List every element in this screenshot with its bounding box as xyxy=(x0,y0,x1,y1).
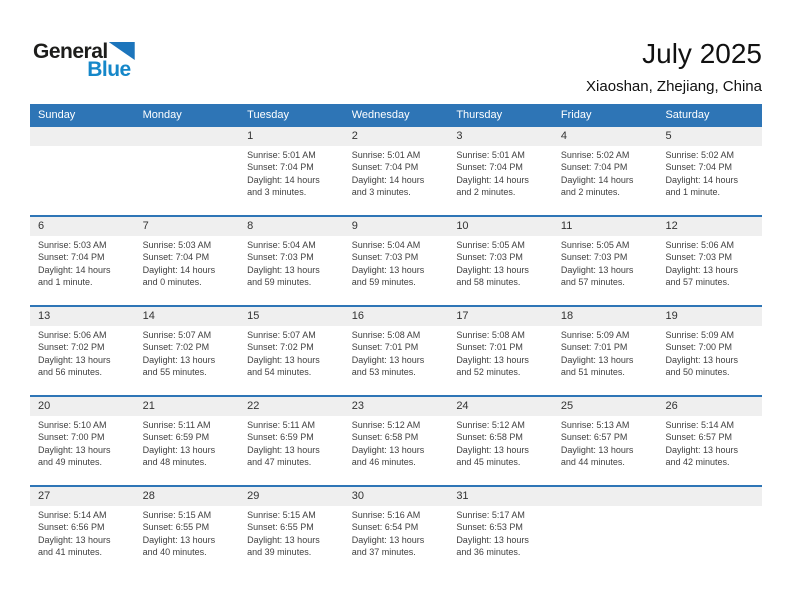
daylight-text-line1: Daylight: 13 hours xyxy=(456,444,529,455)
daylight-text-line1: Daylight: 13 hours xyxy=(247,444,320,455)
daylight-text-line1: Daylight: 13 hours xyxy=(351,264,425,275)
sunset-text: Sunset: 7:00 PM xyxy=(38,432,105,443)
day-number: 21 xyxy=(135,397,240,416)
sunset-text: Sunset: 7:01 PM xyxy=(560,342,628,353)
daylight-text-line2: and 53 minutes. xyxy=(351,366,416,377)
day-number: 14 xyxy=(135,307,240,326)
day-number: 6 xyxy=(30,217,135,236)
week-row xyxy=(30,215,762,305)
daylight-text-line2: and 58 minutes. xyxy=(456,276,521,287)
sunset-text: Sunset: 7:04 PM xyxy=(247,162,314,173)
day-info xyxy=(553,326,658,378)
daylight-text-line1: Daylight: 13 hours xyxy=(456,534,529,545)
day-cell xyxy=(344,487,449,575)
day-info xyxy=(135,146,240,149)
sunset-text: Sunset: 6:55 PM xyxy=(247,522,314,533)
sunrise-text: Sunrise: 5:17 AM xyxy=(456,510,525,520)
sunset-text: Sunset: 7:04 PM xyxy=(142,252,210,263)
day-cell xyxy=(448,307,553,395)
day-info xyxy=(30,236,135,288)
general-blue-logo xyxy=(33,40,135,82)
day-info xyxy=(553,416,658,468)
day-number: 20 xyxy=(30,397,135,416)
sunset-text: Sunset: 7:01 PM xyxy=(456,342,523,353)
daylight-text-line1: Daylight: 14 hours xyxy=(38,264,111,275)
sunset-text: Sunset: 6:58 PM xyxy=(351,432,419,443)
day-number: 17 xyxy=(448,307,553,326)
daylight-text-line2: and 59 minutes. xyxy=(247,276,312,287)
week-row xyxy=(30,395,762,485)
sunrise-text: Sunrise: 5:08 AM xyxy=(351,330,421,340)
daylight-text-line2: and 49 minutes. xyxy=(38,456,103,467)
daylight-text-line1: Daylight: 13 hours xyxy=(665,354,739,365)
daylight-text-line1: Daylight: 13 hours xyxy=(456,354,529,365)
daylight-text-line1: Daylight: 13 hours xyxy=(456,264,529,275)
daylight-text-line2: and 36 minutes. xyxy=(456,546,521,557)
daylight-text-line1: Daylight: 13 hours xyxy=(351,354,425,365)
daylight-text-line1: Daylight: 13 hours xyxy=(247,534,320,545)
day-cell xyxy=(239,397,344,485)
sunset-text: Sunset: 7:02 PM xyxy=(38,342,105,353)
daylight-text-line1: Daylight: 13 hours xyxy=(38,534,111,545)
weekday-header-saturday: Saturday xyxy=(665,108,710,121)
daylight-text-line2: and 1 minute. xyxy=(665,186,721,197)
sunset-text: Sunset: 7:02 PM xyxy=(247,342,314,353)
sunrise-text: Sunrise: 5:15 AM xyxy=(142,510,212,520)
daylight-text-line1: Daylight: 13 hours xyxy=(142,534,216,545)
day-cell xyxy=(344,397,449,485)
day-number: 25 xyxy=(553,397,658,416)
day-info xyxy=(448,236,553,288)
day-number: 22 xyxy=(239,397,344,416)
daylight-text-line1: Daylight: 13 hours xyxy=(351,534,425,545)
day-number: 29 xyxy=(239,487,344,506)
sunset-text: Sunset: 7:03 PM xyxy=(351,252,419,263)
sunrise-text: Sunrise: 5:03 AM xyxy=(142,240,212,250)
day-cell xyxy=(30,307,135,395)
daylight-text-line1: Daylight: 13 hours xyxy=(142,354,216,365)
daylight-text-line2: and 55 minutes. xyxy=(142,366,207,377)
day-info xyxy=(344,416,449,468)
daylight-text-line1: Daylight: 14 hours xyxy=(456,174,529,185)
sunset-text: Sunset: 7:01 PM xyxy=(351,342,419,353)
weekday-header-tuesday: Tuesday xyxy=(247,108,289,121)
day-number: 1 xyxy=(239,127,344,146)
day-number xyxy=(553,487,658,506)
daylight-text-line1: Daylight: 13 hours xyxy=(247,354,320,365)
daylight-text-line2: and 56 minutes. xyxy=(38,366,103,377)
empty-day-cell xyxy=(553,487,658,575)
day-number: 16 xyxy=(344,307,449,326)
day-number xyxy=(657,487,762,506)
daylight-text-line1: Daylight: 13 hours xyxy=(142,444,216,455)
daylight-text-line1: Daylight: 14 hours xyxy=(142,264,216,275)
empty-day-cell xyxy=(135,127,240,215)
sunrise-text: Sunrise: 5:08 AM xyxy=(456,330,525,340)
day-info xyxy=(344,326,449,378)
sunrise-text: Sunrise: 5:10 AM xyxy=(38,420,107,430)
daylight-text-line1: Daylight: 13 hours xyxy=(38,354,111,365)
sunset-text: Sunset: 6:54 PM xyxy=(351,522,419,533)
calendar-weeks xyxy=(30,125,762,575)
day-cell xyxy=(135,487,240,575)
day-number: 5 xyxy=(657,127,762,146)
calendar-table xyxy=(30,104,762,575)
daylight-text-line2: and 41 minutes. xyxy=(38,546,103,557)
day-info xyxy=(30,506,135,558)
sunset-text: Sunset: 6:58 PM xyxy=(456,432,523,443)
weekday-header-row xyxy=(30,104,762,125)
day-number: 10 xyxy=(448,217,553,236)
day-info xyxy=(30,146,135,149)
day-info xyxy=(448,326,553,378)
day-number: 19 xyxy=(657,307,762,326)
day-number: 31 xyxy=(448,487,553,506)
day-info xyxy=(135,416,240,468)
sunset-text: Sunset: 7:03 PM xyxy=(665,252,733,263)
sunrise-text: Sunrise: 5:06 AM xyxy=(665,240,735,250)
daylight-text-line2: and 2 minutes. xyxy=(560,186,620,197)
day-cell xyxy=(657,127,762,215)
daylight-text-line2: and 51 minutes. xyxy=(560,366,625,377)
daylight-text-line2: and 54 minutes. xyxy=(247,366,312,377)
day-info xyxy=(448,146,553,198)
daylight-text-line2: and 37 minutes. xyxy=(351,546,416,557)
day-number: 7 xyxy=(135,217,240,236)
sunset-text: Sunset: 7:02 PM xyxy=(142,342,210,353)
week-row xyxy=(30,125,762,215)
sunrise-text: Sunrise: 5:04 AM xyxy=(247,240,316,250)
day-number xyxy=(30,127,135,146)
sunrise-text: Sunrise: 5:03 AM xyxy=(38,240,107,250)
sunrise-text: Sunrise: 5:05 AM xyxy=(560,240,630,250)
day-info xyxy=(135,506,240,558)
location-subtitle: Xiaoshan, Zhejiang, China xyxy=(586,78,762,95)
day-info xyxy=(448,506,553,558)
day-info xyxy=(30,416,135,468)
day-number: 15 xyxy=(239,307,344,326)
weekday-header-wednesday: Wednesday xyxy=(351,108,410,121)
day-cell xyxy=(448,397,553,485)
day-number: 23 xyxy=(344,397,449,416)
sunrise-text: Sunrise: 5:12 AM xyxy=(456,420,525,430)
daylight-text-line2: and 42 minutes. xyxy=(665,456,730,467)
day-number: 24 xyxy=(448,397,553,416)
day-info xyxy=(657,326,762,378)
day-number: 28 xyxy=(135,487,240,506)
daylight-text-line2: and 1 minute. xyxy=(38,276,93,287)
day-info xyxy=(657,416,762,468)
logo-general-text: General xyxy=(33,40,108,63)
sunset-text: Sunset: 6:53 PM xyxy=(456,522,523,533)
daylight-text-line2: and 40 minutes. xyxy=(142,546,207,557)
sunrise-text: Sunrise: 5:04 AM xyxy=(351,240,421,250)
day-cell xyxy=(553,397,658,485)
day-info xyxy=(135,326,240,378)
header-titles xyxy=(586,38,762,95)
daylight-text-line1: Daylight: 13 hours xyxy=(38,444,111,455)
day-cell xyxy=(553,127,658,215)
sunrise-text: Sunrise: 5:12 AM xyxy=(351,420,421,430)
sunrise-text: Sunrise: 5:14 AM xyxy=(665,420,735,430)
day-cell xyxy=(239,307,344,395)
daylight-text-line1: Daylight: 14 hours xyxy=(247,174,320,185)
sunset-text: Sunset: 7:04 PM xyxy=(38,252,105,263)
day-info xyxy=(30,326,135,378)
logo-blue-text: Blue xyxy=(87,58,131,81)
day-number: 18 xyxy=(553,307,658,326)
sunset-text: Sunset: 7:03 PM xyxy=(456,252,523,263)
day-info xyxy=(344,236,449,288)
day-info xyxy=(239,236,344,288)
day-info xyxy=(239,146,344,198)
day-number: 13 xyxy=(30,307,135,326)
daylight-text-line2: and 47 minutes. xyxy=(247,456,312,467)
sunset-text: Sunset: 7:03 PM xyxy=(560,252,628,263)
day-info xyxy=(239,506,344,558)
day-cell xyxy=(239,487,344,575)
day-cell xyxy=(657,397,762,485)
day-cell xyxy=(448,217,553,305)
page-title: July 2025 xyxy=(642,38,762,69)
day-number: 8 xyxy=(239,217,344,236)
daylight-text-line1: Daylight: 14 hours xyxy=(351,174,425,185)
day-number: 12 xyxy=(657,217,762,236)
sunset-text: Sunset: 7:03 PM xyxy=(247,252,314,263)
day-number: 3 xyxy=(448,127,553,146)
daylight-text-line1: Daylight: 14 hours xyxy=(560,174,634,185)
daylight-text-line1: Daylight: 13 hours xyxy=(560,264,634,275)
sunrise-text: Sunrise: 5:11 AM xyxy=(247,420,316,430)
week-row xyxy=(30,485,762,575)
empty-day-cell xyxy=(30,127,135,215)
day-cell xyxy=(239,127,344,215)
sunrise-text: Sunrise: 5:11 AM xyxy=(142,420,211,430)
day-cell xyxy=(344,127,449,215)
sunset-text: Sunset: 6:59 PM xyxy=(247,432,314,443)
daylight-text-line2: and 52 minutes. xyxy=(456,366,521,377)
sunset-text: Sunset: 6:56 PM xyxy=(38,522,105,533)
empty-day-cell xyxy=(657,487,762,575)
day-number: 26 xyxy=(657,397,762,416)
day-number: 2 xyxy=(344,127,449,146)
sunset-text: Sunset: 7:04 PM xyxy=(560,162,628,173)
day-info xyxy=(553,506,658,509)
day-number: 4 xyxy=(553,127,658,146)
day-cell xyxy=(657,217,762,305)
daylight-text-line1: Daylight: 13 hours xyxy=(560,444,634,455)
sunrise-text: Sunrise: 5:07 AM xyxy=(142,330,212,340)
sunrise-text: Sunrise: 5:09 AM xyxy=(560,330,630,340)
weekday-header-thursday: Thursday xyxy=(456,108,503,121)
daylight-text-line2: and 45 minutes. xyxy=(456,456,521,467)
week-row xyxy=(30,305,762,395)
day-cell xyxy=(553,217,658,305)
sunrise-text: Sunrise: 5:05 AM xyxy=(456,240,525,250)
day-cell xyxy=(135,307,240,395)
sunset-text: Sunset: 6:59 PM xyxy=(142,432,210,443)
sunrise-text: Sunrise: 5:06 AM xyxy=(38,330,107,340)
daylight-text-line2: and 0 minutes. xyxy=(142,276,202,287)
day-info xyxy=(657,146,762,198)
sunrise-text: Sunrise: 5:02 AM xyxy=(665,150,735,160)
day-cell xyxy=(239,217,344,305)
daylight-text-line2: and 3 minutes. xyxy=(351,186,411,197)
day-info xyxy=(553,146,658,198)
daylight-text-line2: and 57 minutes. xyxy=(665,276,730,287)
sunset-text: Sunset: 7:00 PM xyxy=(665,342,733,353)
daylight-text-line1: Daylight: 13 hours xyxy=(247,264,320,275)
day-cell xyxy=(30,217,135,305)
sunrise-text: Sunrise: 5:01 AM xyxy=(456,150,525,160)
daylight-text-line2: and 44 minutes. xyxy=(560,456,625,467)
daylight-text-line2: and 59 minutes. xyxy=(351,276,416,287)
weekday-header-sunday: Sunday xyxy=(38,108,76,121)
day-cell xyxy=(344,307,449,395)
day-info xyxy=(344,506,449,558)
sunrise-text: Sunrise: 5:16 AM xyxy=(351,510,421,520)
day-cell xyxy=(448,127,553,215)
day-cell xyxy=(553,307,658,395)
day-info xyxy=(553,236,658,288)
day-info xyxy=(657,236,762,288)
day-number: 30 xyxy=(344,487,449,506)
weekday-header-friday: Friday xyxy=(560,108,592,121)
daylight-text-line1: Daylight: 13 hours xyxy=(665,444,739,455)
sunrise-text: Sunrise: 5:09 AM xyxy=(665,330,735,340)
sunrise-text: Sunrise: 5:02 AM xyxy=(560,150,630,160)
daylight-text-line2: and 3 minutes. xyxy=(247,186,307,197)
day-info xyxy=(448,416,553,468)
daylight-text-line1: Daylight: 14 hours xyxy=(665,174,739,185)
sunset-text: Sunset: 6:55 PM xyxy=(142,522,210,533)
day-number: 27 xyxy=(30,487,135,506)
day-cell xyxy=(30,487,135,575)
daylight-text-line1: Daylight: 13 hours xyxy=(560,354,634,365)
sunset-text: Sunset: 6:57 PM xyxy=(665,432,733,443)
day-cell xyxy=(135,217,240,305)
sunrise-text: Sunrise: 5:01 AM xyxy=(351,150,421,160)
day-number: 11 xyxy=(553,217,658,236)
sunset-text: Sunset: 7:04 PM xyxy=(665,162,733,173)
sunset-text: Sunset: 7:04 PM xyxy=(456,162,523,173)
daylight-text-line2: and 57 minutes. xyxy=(560,276,625,287)
day-cell xyxy=(448,487,553,575)
day-info xyxy=(135,236,240,288)
day-info xyxy=(344,146,449,198)
daylight-text-line2: and 39 minutes. xyxy=(247,546,312,557)
daylight-text-line2: and 46 minutes. xyxy=(351,456,416,467)
sunrise-text: Sunrise: 5:01 AM xyxy=(247,150,316,160)
day-cell xyxy=(135,397,240,485)
day-number: 9 xyxy=(344,217,449,236)
daylight-text-line1: Daylight: 13 hours xyxy=(351,444,425,455)
daylight-text-line2: and 48 minutes. xyxy=(142,456,207,467)
daylight-text-line2: and 2 minutes. xyxy=(456,186,516,197)
sunrise-text: Sunrise: 5:07 AM xyxy=(247,330,316,340)
sunset-text: Sunset: 7:04 PM xyxy=(351,162,419,173)
daylight-text-line1: Daylight: 13 hours xyxy=(665,264,739,275)
sunrise-text: Sunrise: 5:15 AM xyxy=(247,510,316,520)
sunset-text: Sunset: 6:57 PM xyxy=(560,432,628,443)
day-info xyxy=(239,326,344,378)
sunrise-text: Sunrise: 5:14 AM xyxy=(38,510,107,520)
day-info xyxy=(239,416,344,468)
day-number xyxy=(135,127,240,146)
day-cell xyxy=(344,217,449,305)
daylight-text-line2: and 50 minutes. xyxy=(665,366,730,377)
day-info xyxy=(657,506,762,509)
weekday-header-monday: Monday xyxy=(142,108,182,121)
day-cell xyxy=(30,397,135,485)
day-cell xyxy=(657,307,762,395)
sunrise-text: Sunrise: 5:13 AM xyxy=(560,420,630,430)
